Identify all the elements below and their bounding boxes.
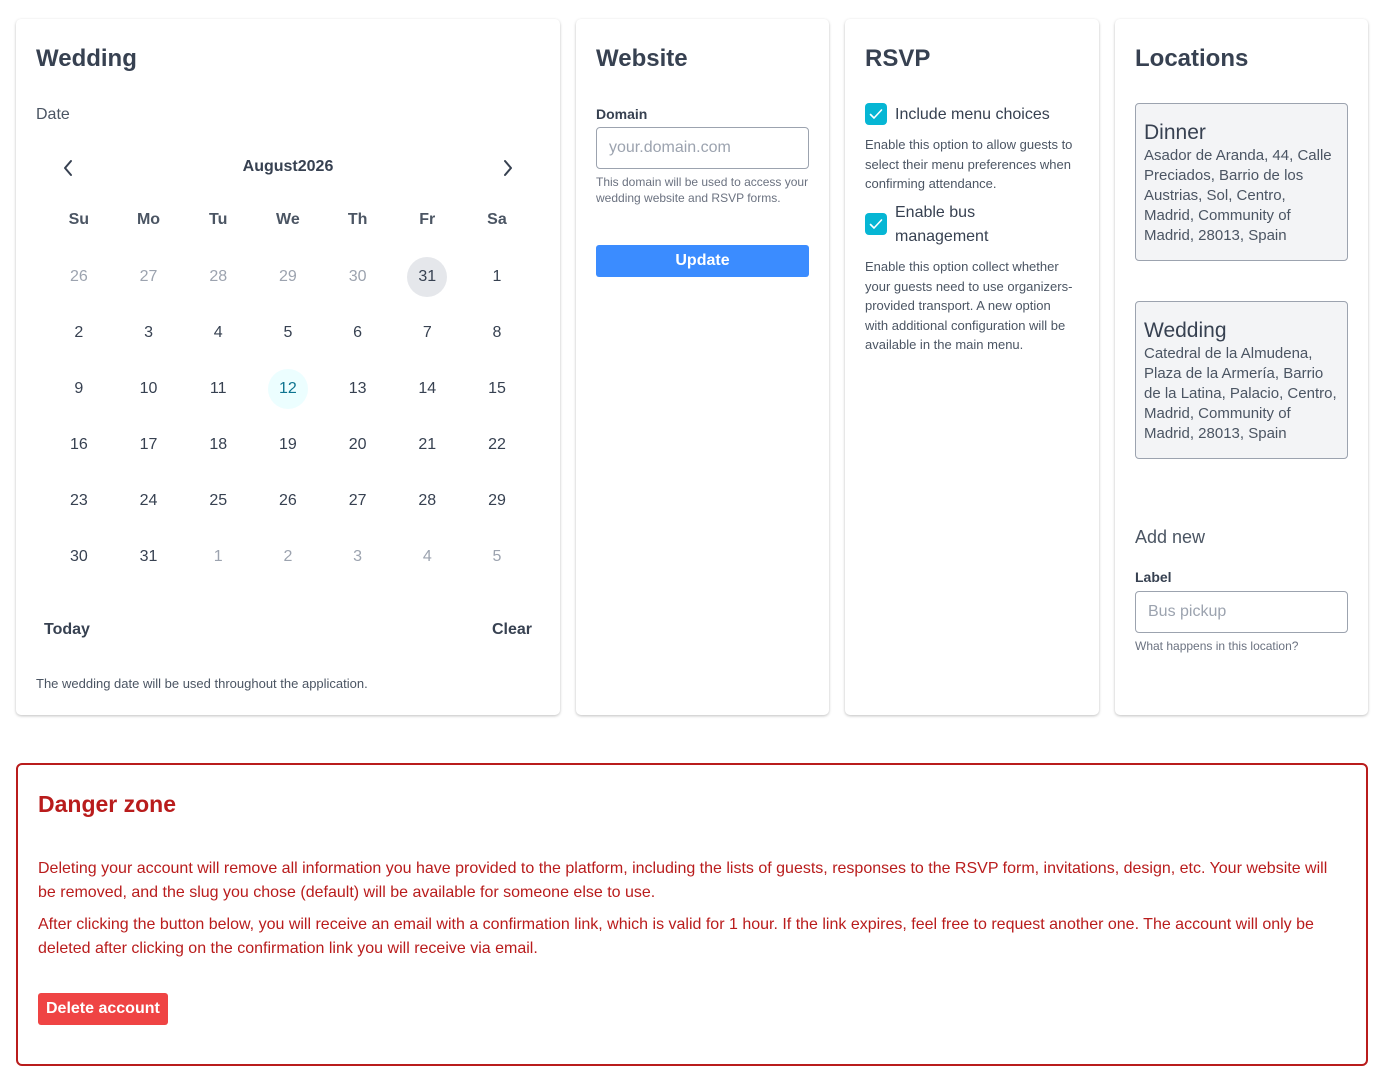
website-card — [576, 19, 829, 715]
calendar-day[interactable] — [183, 361, 253, 417]
location-address: Asador de Aranda, 44, Calle Preciados, Barrio de los Austrias, Sol, Centro, Madrid, Community of Madrid, 28013, Spain — [1144, 147, 1332, 244]
calendar-day[interactable] — [392, 249, 462, 305]
calendar-day[interactable] — [253, 417, 323, 473]
calendar-day[interactable] — [323, 417, 393, 473]
calendar-day-number: 21 — [418, 436, 437, 453]
calendar-day[interactable] — [392, 361, 462, 417]
location-name: Wedding — [1144, 319, 1227, 342]
bus-management-checkbox[interactable] — [865, 213, 887, 235]
weekday-header: Tu — [209, 211, 228, 228]
update-button[interactable]: Update — [596, 245, 809, 277]
location-label-input[interactable] — [1135, 591, 1348, 633]
calendar-day-number: 28 — [209, 268, 228, 285]
calendar-day-number: 2 — [283, 548, 293, 565]
calendar-day[interactable] — [392, 473, 462, 529]
calendar-day-number: 24 — [139, 492, 158, 509]
bus-management-help: Enable this option collect whether your guests need to use organizers-provided transport. A new option with additional configuration will be available in the main menu. — [865, 259, 1073, 352]
calendar-day[interactable] — [183, 417, 253, 473]
calendar-day[interactable] — [392, 529, 462, 585]
calendar-day[interactable] — [323, 473, 393, 529]
checkmark-icon — [869, 108, 883, 120]
calendar-day[interactable] — [323, 361, 393, 417]
website-title: Website — [596, 45, 688, 72]
weekday-header: Sa — [487, 211, 507, 228]
calendar-day[interactable] — [114, 361, 184, 417]
calendar-day-number: 4 — [213, 324, 223, 341]
calendar-day-number: 26 — [279, 492, 297, 509]
weekday-header: Th — [347, 211, 368, 228]
calendar-day[interactable] — [323, 305, 393, 361]
calendar-day-number: 14 — [418, 380, 437, 397]
next-month-button[interactable] — [494, 154, 522, 182]
location-name: Dinner — [1144, 121, 1206, 144]
calendar-day[interactable] — [253, 305, 323, 361]
calendar-day[interactable] — [323, 249, 393, 305]
chevron-right-icon — [502, 159, 514, 177]
calendar-day-number: 6 — [353, 324, 363, 341]
weekday-header: We — [276, 211, 300, 228]
locations-title: Locations — [1135, 45, 1249, 72]
calendar-day[interactable] — [44, 305, 114, 361]
calendar-day-number: 7 — [422, 324, 432, 341]
calendar-day[interactable] — [183, 305, 253, 361]
weekday-header: Fr — [419, 211, 436, 228]
calendar-day-number: 27 — [139, 268, 158, 285]
domain-help: This domain will be used to access your wedding website and RSVP forms. — [596, 175, 809, 205]
calendar-day[interactable] — [114, 249, 184, 305]
calendar-day[interactable] — [253, 529, 323, 585]
menu-choices-checkbox[interactable] — [865, 103, 887, 125]
calendar-day[interactable] — [392, 305, 462, 361]
date-label: Date — [36, 106, 70, 123]
weekday-header: Mo — [136, 211, 161, 228]
calendar-day[interactable] — [462, 361, 532, 417]
calendar-day[interactable] — [253, 361, 323, 417]
wedding-card — [16, 19, 560, 715]
wedding-title: Wedding — [36, 45, 137, 72]
calendar-day-number: 9 — [74, 380, 84, 397]
calendar-day-number: 31 — [407, 257, 447, 297]
calendar-grid — [44, 209, 532, 585]
calendar-day-number: 16 — [69, 436, 88, 453]
calendar-day-number: 1 — [492, 268, 502, 285]
calendar-day[interactable] — [114, 529, 184, 585]
calendar-day-number: 28 — [418, 492, 437, 509]
menu-choices-option[interactable] — [865, 103, 1050, 127]
location-label-label: Label — [1135, 569, 1172, 585]
bus-management-label: Enable bus management — [895, 204, 989, 245]
calendar-day[interactable] — [183, 529, 253, 585]
calendar-day-number: 5 — [492, 548, 502, 565]
calendar-day[interactable] — [114, 473, 184, 529]
calendar-day[interactable] — [44, 417, 114, 473]
calendar-day-number: 5 — [283, 324, 293, 341]
danger-confirmation-info: After clicking the button below, you will receive an email with a confirmation link, which is valid for 1 hour. If the link expires, feel free to request another one. The account will only be deleted after clicking on the confirmation link you will receive via email. — [38, 916, 1314, 957]
calendar-day-number: 15 — [488, 380, 506, 397]
calendar-day-number: 26 — [69, 268, 88, 285]
calendar-day-number: 29 — [488, 492, 506, 509]
add-new-heading: Add new — [1135, 527, 1206, 547]
calendar-day-number: 8 — [492, 324, 502, 341]
locations-card — [1115, 19, 1368, 715]
calendar-day[interactable] — [392, 417, 462, 473]
rsvp-card — [845, 19, 1099, 715]
calendar-day[interactable] — [183, 249, 253, 305]
calendar-day-number: 19 — [279, 436, 297, 453]
calendar-day-number: 11 — [209, 380, 227, 397]
calendar-day-number: 27 — [348, 492, 367, 509]
calendar-day-number: 3 — [144, 324, 153, 341]
checkmark-icon — [869, 218, 883, 230]
calendar-day-number: 25 — [209, 492, 228, 509]
location-card-dinner[interactable] — [1135, 103, 1348, 261]
calendar-day-number: 17 — [139, 436, 158, 453]
calendar-day-number: 30 — [69, 548, 88, 565]
menu-choices-help: Enable this option to allow guests to select their menu preferences when confirming attendance. — [865, 137, 1073, 191]
calendar-day-number: 30 — [348, 268, 367, 285]
calendar-day[interactable] — [183, 473, 253, 529]
calendar-day[interactable] — [44, 249, 114, 305]
calendar-day[interactable] — [462, 473, 532, 529]
danger-zone — [16, 763, 1368, 1066]
danger-zone-title: Danger zone — [38, 791, 177, 817]
calendar-day-number: 23 — [69, 492, 88, 509]
clear-button[interactable]: Clear — [491, 621, 532, 638]
calendar-day[interactable] — [462, 417, 532, 473]
calendar-day-number: 13 — [348, 380, 367, 397]
calendar-day[interactable] — [462, 305, 532, 361]
domain-label: Domain — [596, 106, 648, 122]
calendar-day-number: 12 — [268, 369, 308, 409]
location-label-help: What happens in this location? — [1135, 639, 1299, 653]
calendar-day-number: 22 — [488, 436, 506, 453]
domain-input[interactable] — [596, 127, 809, 169]
calendar-day[interactable] — [253, 473, 323, 529]
calendar-day[interactable] — [462, 529, 532, 585]
calendar-day-number: 31 — [139, 548, 158, 565]
wedding-date-help: The wedding date will be used throughout the application. — [36, 676, 368, 691]
calendar-day[interactable] — [44, 361, 114, 417]
weekday-header: Su — [68, 211, 90, 228]
danger-description: Deleting your account will remove all information you have provided to the platform, including the lists of guests, responses to the RSVP form, invitations, design, etc. Your website will be removed, and the slug you chose (default) will be available for someone else to use. — [38, 860, 1328, 901]
menu-choices-label: Include menu choices — [895, 106, 1050, 123]
calendar-day[interactable] — [462, 249, 532, 305]
calendar-day-number: 1 — [213, 548, 223, 565]
calendar-day-number: 10 — [139, 380, 158, 397]
calendar-day[interactable] — [323, 529, 393, 585]
calendar-day[interactable] — [44, 529, 114, 585]
bus-management-option[interactable] — [865, 201, 1075, 249]
location-card-wedding[interactable] — [1135, 301, 1348, 459]
calendar-day-number: 3 — [353, 548, 363, 565]
calendar-day-number: 4 — [422, 548, 432, 565]
calendar-day-number: 2 — [74, 324, 84, 341]
delete-account-button[interactable]: Delete account — [38, 993, 168, 1025]
calendar-day-number: 29 — [279, 268, 297, 285]
calendar-day[interactable] — [44, 473, 114, 529]
calendar-month-label: August2026 — [242, 158, 334, 175]
today-button[interactable]: Today — [44, 621, 90, 638]
rsvp-title: RSVP — [865, 45, 931, 72]
calendar-day[interactable] — [114, 305, 184, 361]
calendar-day-number: 20 — [348, 436, 367, 453]
calendar-day[interactable] — [253, 249, 323, 305]
location-address: Catedral de la Almudena, Plaza de la Armería, Barrio de la Latina, Palacio, Centro, Madrid, Community of Madrid, 28013, Spain — [1144, 345, 1337, 442]
calendar-day-number: 18 — [209, 436, 228, 453]
calendar-day[interactable] — [114, 417, 184, 473]
